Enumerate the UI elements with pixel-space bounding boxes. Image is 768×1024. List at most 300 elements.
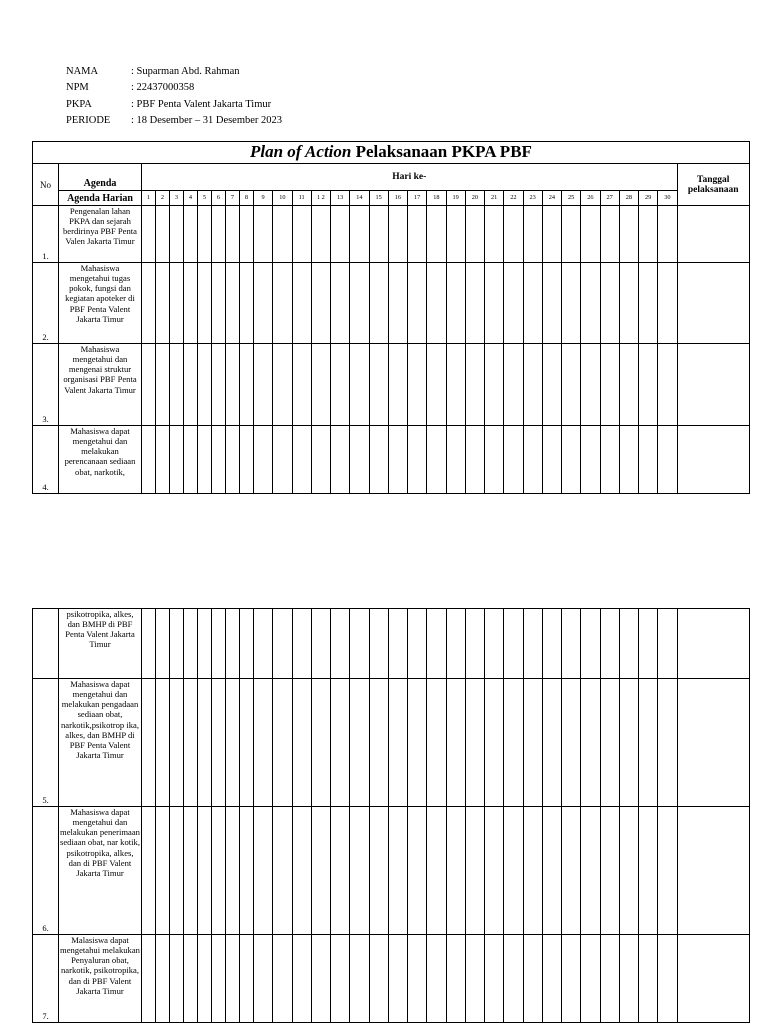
day-cell[interactable] <box>408 206 427 263</box>
agenda-row <box>33 609 750 679</box>
day-number: 17 <box>408 191 427 206</box>
day-number: 26 <box>581 191 600 206</box>
day-cell[interactable] <box>311 609 330 679</box>
day-cell[interactable] <box>465 679 484 807</box>
day-cell[interactable] <box>562 935 581 1023</box>
day-cell[interactable] <box>226 344 240 426</box>
day-cell[interactable] <box>408 344 427 426</box>
day-cell[interactable] <box>156 344 170 426</box>
day-cell[interactable] <box>226 206 240 263</box>
day-cell[interactable] <box>581 206 600 263</box>
day-cell[interactable] <box>273 206 292 263</box>
day-cell[interactable] <box>639 426 658 494</box>
row-number <box>33 609 59 679</box>
day-cell[interactable] <box>292 609 311 679</box>
day-cell[interactable] <box>331 807 350 935</box>
day-cell[interactable] <box>523 426 542 494</box>
agenda-text: Mahasiswa dapat mengetahui dan melakukan penerimaan sediaan obat, nar kotik, psikotropika, alkes, dan di PBF Valent Jakarta Timur <box>59 807 142 935</box>
day-number: 7 <box>226 191 240 206</box>
day-cell[interactable] <box>600 344 619 426</box>
tanggal-cell[interactable] <box>677 679 749 807</box>
day-cell[interactable] <box>184 263 198 344</box>
day-cell[interactable] <box>504 263 523 344</box>
day-cell[interactable] <box>485 426 504 494</box>
row-number: 3. <box>33 344 59 426</box>
row-number: 1. <box>33 206 59 263</box>
day-cell[interactable] <box>388 344 407 426</box>
day-cell[interactable] <box>142 263 156 344</box>
day-number: 21 <box>485 191 504 206</box>
day-cell[interactable] <box>465 935 484 1023</box>
day-cell[interactable] <box>292 807 311 935</box>
day-cell[interactable] <box>142 935 156 1023</box>
day-cell[interactable] <box>504 206 523 263</box>
day-cell[interactable] <box>254 263 273 344</box>
day-cell[interactable] <box>240 206 254 263</box>
day-cell[interactable] <box>562 609 581 679</box>
day-cell[interactable] <box>600 609 619 679</box>
info-row <box>66 97 282 113</box>
day-cell[interactable] <box>226 426 240 494</box>
day-cell[interactable] <box>619 206 638 263</box>
day-cell[interactable] <box>639 263 658 344</box>
title-italic: Plan of Action <box>249 142 352 161</box>
day-cell[interactable] <box>446 263 465 344</box>
info-label: NPM <box>66 82 89 94</box>
day-cell[interactable] <box>254 206 273 263</box>
day-cell[interactable] <box>292 344 311 426</box>
day-cell[interactable] <box>427 344 446 426</box>
day-cell[interactable] <box>619 263 638 344</box>
plan-of-action-table <box>32 141 750 494</box>
day-cell[interactable] <box>542 609 561 679</box>
day-cell[interactable] <box>427 206 446 263</box>
day-cell[interactable] <box>523 206 542 263</box>
day-cell[interactable] <box>408 263 427 344</box>
day-cell[interactable] <box>156 935 170 1023</box>
day-cell[interactable] <box>542 807 561 935</box>
day-cell[interactable] <box>184 426 198 494</box>
tanggal-cell[interactable] <box>677 807 749 935</box>
day-cell[interactable] <box>639 807 658 935</box>
day-cell[interactable] <box>581 935 600 1023</box>
day-cell[interactable] <box>465 344 484 426</box>
day-cell[interactable] <box>485 206 504 263</box>
day-cell[interactable] <box>504 679 523 807</box>
day-cell[interactable] <box>388 426 407 494</box>
day-number: 15 <box>369 191 388 206</box>
day-cell[interactable] <box>600 807 619 935</box>
header-no: No <box>33 164 59 206</box>
day-cell[interactable] <box>408 679 427 807</box>
day-cell[interactable] <box>273 679 292 807</box>
day-cell[interactable] <box>311 206 330 263</box>
header-agenda-harian: Agenda Harian <box>59 191 142 206</box>
day-cell[interactable] <box>226 807 240 935</box>
day-cell[interactable] <box>226 935 240 1023</box>
day-cell[interactable] <box>350 609 369 679</box>
day-cell[interactable] <box>369 263 388 344</box>
day-cell[interactable] <box>170 609 184 679</box>
day-cell[interactable] <box>240 807 254 935</box>
day-cell[interactable] <box>156 263 170 344</box>
day-cell[interactable] <box>184 935 198 1023</box>
day-cell[interactable] <box>198 935 212 1023</box>
day-cell[interactable] <box>142 807 156 935</box>
day-cell[interactable] <box>600 263 619 344</box>
agenda-row <box>33 935 750 1023</box>
day-cell[interactable] <box>198 344 212 426</box>
day-cell[interactable] <box>369 807 388 935</box>
day-cell[interactable] <box>485 263 504 344</box>
day-cell[interactable] <box>292 263 311 344</box>
day-cell[interactable] <box>427 263 446 344</box>
day-cell[interactable] <box>619 679 638 807</box>
day-cell[interactable] <box>485 807 504 935</box>
day-cell[interactable] <box>542 935 561 1023</box>
day-cell[interactable] <box>504 935 523 1023</box>
agenda-text: psikotropika, alkes, dan BMHP di PBF Penta Valent Jakarta Timur <box>59 609 142 679</box>
day-cell[interactable] <box>542 344 561 426</box>
day-cell[interactable] <box>254 807 273 935</box>
day-cell[interactable] <box>273 426 292 494</box>
day-cell[interactable] <box>446 344 465 426</box>
day-number: 10 <box>273 191 292 206</box>
day-cell[interactable] <box>523 935 542 1023</box>
day-cell[interactable] <box>350 807 369 935</box>
day-cell[interactable] <box>184 344 198 426</box>
day-cell[interactable] <box>465 206 484 263</box>
day-cell[interactable] <box>562 206 581 263</box>
agenda-row <box>33 807 750 935</box>
day-number: 6 <box>212 191 226 206</box>
day-number: 13 <box>331 191 350 206</box>
agenda-row <box>33 263 750 344</box>
day-cell[interactable] <box>240 679 254 807</box>
day-cell[interactable] <box>350 679 369 807</box>
day-cell[interactable] <box>504 426 523 494</box>
day-cell[interactable] <box>639 206 658 263</box>
info-value: : 18 Desember – 31 Desember 2023 <box>131 114 283 126</box>
day-cell[interactable] <box>198 609 212 679</box>
day-cell[interactable] <box>369 935 388 1023</box>
day-number: 16 <box>388 191 407 206</box>
day-cell[interactable] <box>465 426 484 494</box>
day-cell[interactable] <box>446 807 465 935</box>
day-cell[interactable] <box>226 609 240 679</box>
agenda-text: Mahasiswa mengetahui dan mengenai struktur organisasi PBF Penta Valent Jakarta Timur <box>59 344 142 426</box>
day-cell[interactable] <box>427 679 446 807</box>
day-cell[interactable] <box>170 263 184 344</box>
day-cell[interactable] <box>212 935 226 1023</box>
day-cell[interactable] <box>619 609 638 679</box>
day-cell[interactable] <box>369 679 388 807</box>
day-cell[interactable] <box>226 679 240 807</box>
day-cell[interactable] <box>331 609 350 679</box>
day-cell[interactable] <box>198 206 212 263</box>
day-cell[interactable] <box>142 609 156 679</box>
day-cell[interactable] <box>581 807 600 935</box>
day-cell[interactable] <box>600 426 619 494</box>
day-cell[interactable] <box>254 679 273 807</box>
day-cell[interactable] <box>388 679 407 807</box>
day-cell[interactable] <box>254 935 273 1023</box>
day-cell[interactable] <box>600 935 619 1023</box>
day-cell[interactable] <box>408 426 427 494</box>
agenda-row <box>33 344 750 426</box>
day-cell[interactable] <box>465 263 484 344</box>
day-number: 1 <box>142 191 156 206</box>
day-cell[interactable] <box>427 807 446 935</box>
day-cell[interactable] <box>408 609 427 679</box>
day-cell[interactable] <box>240 263 254 344</box>
day-cell[interactable] <box>350 426 369 494</box>
info-value: : 22437000358 <box>131 82 195 94</box>
day-cell[interactable] <box>184 807 198 935</box>
day-cell[interactable] <box>292 206 311 263</box>
day-number: 5 <box>198 191 212 206</box>
tanggal-cell[interactable] <box>677 344 749 426</box>
day-cell[interactable] <box>240 344 254 426</box>
day-cell[interactable] <box>156 426 170 494</box>
day-cell[interactable] <box>658 426 677 494</box>
day-cell[interactable] <box>240 609 254 679</box>
day-cell[interactable] <box>658 679 677 807</box>
day-cell[interactable] <box>658 206 677 263</box>
day-cell[interactable] <box>311 679 330 807</box>
day-cell[interactable] <box>504 609 523 679</box>
day-cell[interactable] <box>427 426 446 494</box>
day-cell[interactable] <box>388 206 407 263</box>
day-cell[interactable] <box>446 679 465 807</box>
day-cell[interactable] <box>198 679 212 807</box>
day-cell[interactable] <box>600 206 619 263</box>
day-cell[interactable] <box>184 679 198 807</box>
day-cell[interactable] <box>311 263 330 344</box>
day-cell[interactable] <box>562 344 581 426</box>
day-cell[interactable] <box>658 344 677 426</box>
day-cell[interactable] <box>523 344 542 426</box>
day-cell[interactable] <box>331 679 350 807</box>
day-cell[interactable] <box>639 679 658 807</box>
day-cell[interactable] <box>542 206 561 263</box>
day-cell[interactable] <box>311 935 330 1023</box>
day-cell[interactable] <box>170 344 184 426</box>
day-number: 1 2 <box>311 191 330 206</box>
day-cell[interactable] <box>273 344 292 426</box>
day-cell[interactable] <box>408 807 427 935</box>
agenda-text: Malasiswa dapat mengetahui melakukan Penyaluran obat, narkotik, psikotropika, dan di PBF Valent Jakarta Timur <box>59 935 142 1023</box>
day-cell[interactable] <box>465 807 484 935</box>
day-cell[interactable] <box>254 344 273 426</box>
day-cell[interactable] <box>542 263 561 344</box>
row-number: 7. <box>33 935 59 1023</box>
day-cell[interactable] <box>184 206 198 263</box>
day-cell[interactable] <box>369 609 388 679</box>
day-cell[interactable] <box>142 426 156 494</box>
day-cell[interactable] <box>331 263 350 344</box>
day-cell[interactable] <box>562 263 581 344</box>
day-number: 20 <box>465 191 484 206</box>
row-number: 4. <box>33 426 59 494</box>
day-cell[interactable] <box>170 807 184 935</box>
day-cell[interactable] <box>523 263 542 344</box>
agenda-row <box>33 206 750 263</box>
day-cell[interactable] <box>170 426 184 494</box>
day-cell[interactable] <box>240 935 254 1023</box>
day-cell[interactable] <box>212 206 226 263</box>
day-cell[interactable] <box>212 609 226 679</box>
day-cell[interactable] <box>369 206 388 263</box>
info-label: NAMA <box>66 66 99 77</box>
day-cell[interactable] <box>226 263 240 344</box>
day-cell[interactable] <box>212 344 226 426</box>
day-cell[interactable] <box>427 935 446 1023</box>
day-cell[interactable] <box>562 679 581 807</box>
day-cell[interactable] <box>619 344 638 426</box>
day-cell[interactable] <box>658 935 677 1023</box>
tanggal-cell[interactable] <box>677 935 749 1023</box>
day-cell[interactable] <box>254 609 273 679</box>
day-cell[interactable] <box>388 935 407 1023</box>
day-cell[interactable] <box>331 206 350 263</box>
agenda-row <box>33 679 750 807</box>
day-number: 3 <box>170 191 184 206</box>
day-number: 28 <box>619 191 638 206</box>
day-cell[interactable] <box>212 679 226 807</box>
day-cell[interactable] <box>292 679 311 807</box>
day-cell[interactable] <box>446 426 465 494</box>
day-cell[interactable] <box>581 426 600 494</box>
day-cell[interactable] <box>292 426 311 494</box>
day-cell[interactable] <box>658 609 677 679</box>
day-cell[interactable] <box>311 344 330 426</box>
day-cell[interactable] <box>350 344 369 426</box>
day-cell[interactable] <box>619 935 638 1023</box>
day-number: 29 <box>639 191 658 206</box>
day-cell[interactable] <box>485 609 504 679</box>
day-cell[interactable] <box>388 263 407 344</box>
tanggal-cell[interactable] <box>677 609 749 679</box>
student-info <box>66 64 282 129</box>
day-cell[interactable] <box>465 609 484 679</box>
day-cell[interactable] <box>504 807 523 935</box>
day-cell[interactable] <box>331 344 350 426</box>
day-cell[interactable] <box>639 344 658 426</box>
day-cell[interactable] <box>369 344 388 426</box>
day-cell[interactable] <box>170 206 184 263</box>
day-cell[interactable] <box>273 263 292 344</box>
day-cell[interactable] <box>156 609 170 679</box>
day-cell[interactable] <box>350 206 369 263</box>
day-cell[interactable] <box>446 609 465 679</box>
day-cell[interactable] <box>156 679 170 807</box>
day-cell[interactable] <box>273 609 292 679</box>
day-cell[interactable] <box>212 263 226 344</box>
day-cell[interactable] <box>254 426 273 494</box>
day-cell[interactable] <box>331 935 350 1023</box>
day-cell[interactable] <box>156 206 170 263</box>
day-cell[interactable] <box>198 263 212 344</box>
day-cell[interactable] <box>331 426 350 494</box>
day-cell[interactable] <box>212 807 226 935</box>
day-cell[interactable] <box>542 426 561 494</box>
day-cell[interactable] <box>350 935 369 1023</box>
day-cell[interactable] <box>142 206 156 263</box>
day-cell[interactable] <box>292 935 311 1023</box>
day-cell[interactable] <box>170 935 184 1023</box>
day-cell[interactable] <box>198 426 212 494</box>
day-cell[interactable] <box>311 426 330 494</box>
day-cell[interactable] <box>523 679 542 807</box>
day-number: 11 <box>292 191 311 206</box>
day-cell[interactable] <box>619 426 638 494</box>
day-cell[interactable] <box>388 807 407 935</box>
day-cell[interactable] <box>581 609 600 679</box>
info-label: PERIODE <box>66 114 111 126</box>
day-cell[interactable] <box>212 426 226 494</box>
day-cell[interactable] <box>485 344 504 426</box>
day-cell[interactable] <box>581 344 600 426</box>
day-cell[interactable] <box>581 679 600 807</box>
day-number: 19 <box>446 191 465 206</box>
day-cell[interactable] <box>170 679 184 807</box>
day-cell[interactable] <box>198 807 212 935</box>
day-cell[interactable] <box>446 935 465 1023</box>
day-cell[interactable] <box>658 263 677 344</box>
day-number: 18 <box>427 191 446 206</box>
day-cell[interactable] <box>485 935 504 1023</box>
day-cell[interactable] <box>350 263 369 344</box>
day-cell[interactable] <box>485 679 504 807</box>
day-cell[interactable] <box>639 609 658 679</box>
info-row <box>66 64 282 80</box>
day-cell[interactable] <box>273 807 292 935</box>
day-cell[interactable] <box>156 807 170 935</box>
day-cell[interactable] <box>504 344 523 426</box>
day-cell[interactable] <box>523 807 542 935</box>
day-cell[interactable] <box>142 679 156 807</box>
day-cell[interactable] <box>581 263 600 344</box>
day-cell[interactable] <box>273 935 292 1023</box>
day-number: 23 <box>523 191 542 206</box>
day-cell[interactable] <box>619 807 638 935</box>
day-cell[interactable] <box>600 679 619 807</box>
tanggal-cell[interactable] <box>677 206 749 263</box>
day-cell[interactable] <box>639 935 658 1023</box>
day-cell[interactable] <box>523 609 542 679</box>
day-cell[interactable] <box>562 807 581 935</box>
day-cell[interactable] <box>369 426 388 494</box>
day-cell[interactable] <box>184 609 198 679</box>
day-cell[interactable] <box>542 679 561 807</box>
row-number: 6. <box>33 807 59 935</box>
day-cell[interactable] <box>446 206 465 263</box>
tanggal-cell[interactable] <box>677 426 749 494</box>
tanggal-cell[interactable] <box>677 263 749 344</box>
day-cell[interactable] <box>240 426 254 494</box>
day-cell[interactable] <box>427 609 446 679</box>
day-cell[interactable] <box>311 807 330 935</box>
day-cell[interactable] <box>562 426 581 494</box>
day-cell[interactable] <box>658 807 677 935</box>
day-number: 30 <box>658 191 677 206</box>
day-cell[interactable] <box>142 344 156 426</box>
day-cell[interactable] <box>408 935 427 1023</box>
info-label: PKPA <box>66 98 92 110</box>
day-cell[interactable] <box>388 609 407 679</box>
info-value: : Suparman Abd. Rahman <box>131 66 240 77</box>
